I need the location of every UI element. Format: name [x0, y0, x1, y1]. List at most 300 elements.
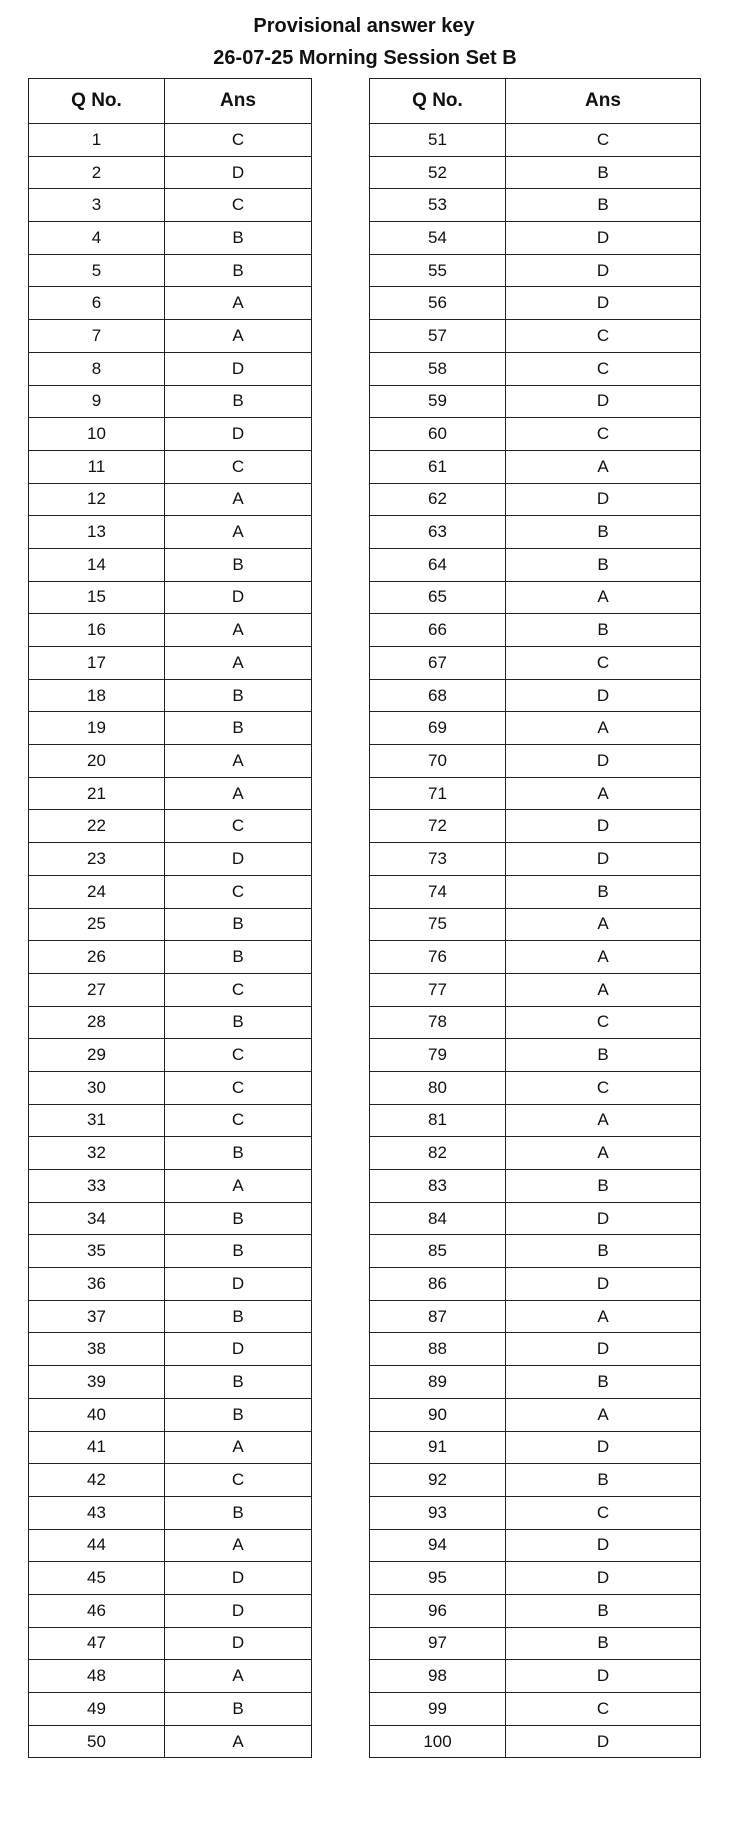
answer-cell: A — [506, 1137, 701, 1170]
answer-cell: B — [165, 254, 312, 287]
table-row — [29, 1398, 312, 1431]
table-row — [29, 1202, 312, 1235]
table-row — [370, 1137, 701, 1170]
question-number-cell: 21 — [29, 777, 165, 810]
answer-cell: C — [165, 810, 312, 843]
table-row — [370, 254, 701, 287]
table-row — [29, 1562, 312, 1595]
table-row — [29, 1137, 312, 1170]
answer-cell: C — [165, 450, 312, 483]
answer-cell: A — [506, 908, 701, 941]
question-number-cell: 95 — [370, 1562, 506, 1595]
table-row — [29, 124, 312, 157]
table-row — [370, 973, 701, 1006]
question-number-cell: 78 — [370, 1006, 506, 1039]
question-number-cell: 29 — [29, 1039, 165, 1072]
question-number-cell: 99 — [370, 1693, 506, 1726]
question-number-cell: 44 — [29, 1529, 165, 1562]
table-header-row — [370, 79, 701, 124]
question-number-cell: 15 — [29, 581, 165, 614]
question-number-cell: 49 — [29, 1693, 165, 1726]
table-row — [370, 1202, 701, 1235]
question-number-cell: 39 — [29, 1366, 165, 1399]
table-row — [370, 1529, 701, 1562]
question-number-cell: 68 — [370, 679, 506, 712]
table-row — [370, 385, 701, 418]
answer-cell: A — [506, 973, 701, 1006]
table-row — [370, 320, 701, 353]
question-number-cell: 14 — [29, 548, 165, 581]
answer-cell: A — [506, 1300, 701, 1333]
answer-cell: C — [506, 124, 701, 157]
answer-cell: B — [165, 712, 312, 745]
question-number-cell: 22 — [29, 810, 165, 843]
table-row — [370, 1496, 701, 1529]
table-body-left — [29, 124, 312, 1758]
answer-cell: D — [165, 352, 312, 385]
question-number-cell: 3 — [29, 189, 165, 222]
table-row — [370, 908, 701, 941]
table-row — [370, 875, 701, 908]
question-number-cell: 89 — [370, 1366, 506, 1399]
answer-cell: D — [506, 679, 701, 712]
answer-cell: C — [506, 1006, 701, 1039]
table-row — [29, 254, 312, 287]
table-row — [370, 581, 701, 614]
question-number-cell: 98 — [370, 1660, 506, 1693]
answer-cell: C — [165, 1071, 312, 1104]
answer-cell: A — [165, 287, 312, 320]
answer-cell: D — [506, 385, 701, 418]
table-row — [370, 189, 701, 222]
table-row — [29, 614, 312, 647]
table-row — [29, 1235, 312, 1268]
column-header-qno: Q No. — [29, 79, 165, 124]
table-row — [29, 875, 312, 908]
answer-cell: C — [506, 1496, 701, 1529]
answer-cell: C — [165, 1464, 312, 1497]
question-number-cell: 48 — [29, 1660, 165, 1693]
table-row — [29, 908, 312, 941]
question-number-cell: 53 — [370, 189, 506, 222]
table-row — [29, 418, 312, 451]
answer-cell: D — [165, 581, 312, 614]
answer-cell: D — [506, 843, 701, 876]
question-number-cell: 46 — [29, 1594, 165, 1627]
question-number-cell: 83 — [370, 1170, 506, 1203]
table-row — [370, 614, 701, 647]
question-number-cell: 73 — [370, 843, 506, 876]
table-row — [370, 352, 701, 385]
question-number-cell: 18 — [29, 679, 165, 712]
table-row — [370, 1594, 701, 1627]
question-number-cell: 79 — [370, 1039, 506, 1072]
question-number-cell: 33 — [29, 1170, 165, 1203]
answer-cell: B — [165, 1202, 312, 1235]
answer-cell: B — [165, 1137, 312, 1170]
question-number-cell: 13 — [29, 516, 165, 549]
answer-cell: B — [165, 385, 312, 418]
table-row — [370, 712, 701, 745]
table-row — [29, 516, 312, 549]
answer-cell: C — [506, 320, 701, 353]
answer-cell: B — [506, 1170, 701, 1203]
answer-cell: C — [165, 973, 312, 1006]
table-row — [29, 1039, 312, 1072]
question-number-cell: 16 — [29, 614, 165, 647]
table-row — [29, 1660, 312, 1693]
question-number-cell: 90 — [370, 1398, 506, 1431]
question-number-cell: 34 — [29, 1202, 165, 1235]
table-row — [29, 189, 312, 222]
table-row — [370, 810, 701, 843]
question-number-cell: 30 — [29, 1071, 165, 1104]
table-row — [29, 548, 312, 581]
page-subtitle: 26-07-25 Morning Session Set B — [213, 47, 517, 69]
question-number-cell: 7 — [29, 320, 165, 353]
question-number-cell: 23 — [29, 843, 165, 876]
table-row — [29, 1693, 312, 1726]
answer-cell: D — [506, 1725, 701, 1758]
question-number-cell: 65 — [370, 581, 506, 614]
table-row — [29, 320, 312, 353]
table-row — [29, 973, 312, 1006]
table-row — [29, 385, 312, 418]
page-title: Provisional answer key — [253, 15, 475, 37]
question-number-cell: 60 — [370, 418, 506, 451]
table-row — [370, 483, 701, 516]
answer-cell: A — [165, 777, 312, 810]
answer-cell: A — [165, 647, 312, 680]
question-number-cell: 9 — [29, 385, 165, 418]
question-number-cell: 58 — [370, 352, 506, 385]
table-row — [29, 810, 312, 843]
answer-cell: D — [506, 1529, 701, 1562]
table-row — [370, 1725, 701, 1758]
table-row — [370, 1431, 701, 1464]
answer-cell: C — [506, 352, 701, 385]
answer-cell: D — [506, 254, 701, 287]
table-row — [29, 1300, 312, 1333]
answer-cell: A — [506, 581, 701, 614]
table-row — [370, 1300, 701, 1333]
question-number-cell: 70 — [370, 745, 506, 778]
question-number-cell: 62 — [370, 483, 506, 516]
table-row — [29, 1333, 312, 1366]
table-row — [370, 745, 701, 778]
table-row — [29, 679, 312, 712]
question-number-cell: 4 — [29, 222, 165, 255]
question-number-cell: 11 — [29, 450, 165, 483]
table-row — [29, 647, 312, 680]
question-number-cell: 37 — [29, 1300, 165, 1333]
table-row — [29, 156, 312, 189]
question-number-cell: 35 — [29, 1235, 165, 1268]
table-row — [370, 777, 701, 810]
answer-cell: D — [165, 843, 312, 876]
question-number-cell: 63 — [370, 516, 506, 549]
answer-cell: B — [165, 1366, 312, 1399]
answer-cell: D — [506, 222, 701, 255]
answer-cell: C — [506, 1071, 701, 1104]
table-row — [29, 352, 312, 385]
table-row — [370, 1104, 701, 1137]
question-number-cell: 82 — [370, 1137, 506, 1170]
answer-cell: A — [506, 777, 701, 810]
table-row — [370, 1071, 701, 1104]
answer-cell: C — [165, 1104, 312, 1137]
question-number-cell: 12 — [29, 483, 165, 516]
answer-cell: D — [506, 287, 701, 320]
table-row — [29, 483, 312, 516]
table-row — [29, 222, 312, 255]
question-number-cell: 55 — [370, 254, 506, 287]
table-row — [370, 450, 701, 483]
answer-cell: D — [506, 1431, 701, 1464]
question-number-cell: 94 — [370, 1529, 506, 1562]
answer-cell: B — [165, 1398, 312, 1431]
table-row — [29, 777, 312, 810]
table-row — [370, 679, 701, 712]
question-number-cell: 1 — [29, 124, 165, 157]
table-row — [370, 1398, 701, 1431]
table-row — [370, 1333, 701, 1366]
table-row — [370, 1006, 701, 1039]
column-header-ans: Ans — [165, 79, 312, 124]
table-row — [370, 156, 701, 189]
question-number-cell: 88 — [370, 1333, 506, 1366]
answer-cell: A — [165, 1431, 312, 1464]
question-number-cell: 81 — [370, 1104, 506, 1137]
question-number-cell: 80 — [370, 1071, 506, 1104]
table-row — [370, 1170, 701, 1203]
table-row — [370, 843, 701, 876]
table-row — [29, 1071, 312, 1104]
question-number-cell: 75 — [370, 908, 506, 941]
answer-cell: A — [165, 1529, 312, 1562]
answer-cell: B — [165, 222, 312, 255]
table-header-row — [29, 79, 312, 124]
table-row — [29, 1104, 312, 1137]
answer-cell: D — [165, 156, 312, 189]
answer-cell: B — [506, 614, 701, 647]
answer-cell: B — [506, 516, 701, 549]
answer-cell: B — [165, 1300, 312, 1333]
question-number-cell: 17 — [29, 647, 165, 680]
answer-cell: A — [165, 516, 312, 549]
table-row — [29, 287, 312, 320]
answer-cell: B — [165, 1235, 312, 1268]
table-row — [370, 1235, 701, 1268]
table-row — [29, 1496, 312, 1529]
question-number-cell: 52 — [370, 156, 506, 189]
question-number-cell: 27 — [29, 973, 165, 1006]
question-number-cell: 67 — [370, 647, 506, 680]
answer-cell: D — [506, 1562, 701, 1595]
question-number-cell: 41 — [29, 1431, 165, 1464]
answer-cell: C — [165, 875, 312, 908]
answer-cell: A — [165, 320, 312, 353]
answer-cell: D — [165, 1562, 312, 1595]
question-number-cell: 40 — [29, 1398, 165, 1431]
table-row — [370, 124, 701, 157]
table-row — [370, 1268, 701, 1301]
answer-cell: C — [506, 418, 701, 451]
answer-cell: B — [506, 1464, 701, 1497]
question-number-cell: 38 — [29, 1333, 165, 1366]
answer-cell: D — [506, 1268, 701, 1301]
question-number-cell: 51 — [370, 124, 506, 157]
answer-cell: A — [165, 1725, 312, 1758]
answer-cell: A — [506, 712, 701, 745]
question-number-cell: 87 — [370, 1300, 506, 1333]
answer-cell: C — [506, 1693, 701, 1726]
table-body-right — [370, 124, 701, 1758]
answer-cell: D — [506, 483, 701, 516]
table-row — [29, 1627, 312, 1660]
question-number-cell: 28 — [29, 1006, 165, 1039]
answer-cell: B — [165, 679, 312, 712]
table-row — [370, 1366, 701, 1399]
question-number-cell: 61 — [370, 450, 506, 483]
question-number-cell: 8 — [29, 352, 165, 385]
table-row — [370, 222, 701, 255]
question-number-cell: 10 — [29, 418, 165, 451]
table-row — [370, 287, 701, 320]
table-row — [29, 581, 312, 614]
table-row — [29, 1170, 312, 1203]
question-number-cell: 97 — [370, 1627, 506, 1660]
answer-cell: D — [506, 1333, 701, 1366]
answer-cell: B — [506, 1366, 701, 1399]
answer-cell: A — [165, 745, 312, 778]
answer-cell: C — [165, 1039, 312, 1072]
column-header-ans: Ans — [506, 79, 701, 124]
answer-cell: D — [165, 1333, 312, 1366]
answer-cell: B — [165, 1693, 312, 1726]
table-row — [29, 745, 312, 778]
answer-cell: C — [506, 647, 701, 680]
table-row — [370, 1627, 701, 1660]
table-row — [29, 1529, 312, 1562]
answer-cell: C — [165, 124, 312, 157]
table-row — [29, 1366, 312, 1399]
question-number-cell: 72 — [370, 810, 506, 843]
table-row — [29, 450, 312, 483]
answer-cell: D — [506, 1660, 701, 1693]
question-number-cell: 76 — [370, 941, 506, 974]
answer-cell: B — [165, 1006, 312, 1039]
question-number-cell: 47 — [29, 1627, 165, 1660]
question-number-cell: 92 — [370, 1464, 506, 1497]
table-row — [370, 1464, 701, 1497]
table-row — [370, 516, 701, 549]
question-number-cell: 71 — [370, 777, 506, 810]
answer-cell: D — [506, 745, 701, 778]
question-number-cell: 42 — [29, 1464, 165, 1497]
answer-cell: A — [165, 614, 312, 647]
answer-cell: B — [165, 548, 312, 581]
table-row — [370, 1693, 701, 1726]
table-row — [370, 1562, 701, 1595]
answer-cell: B — [506, 1594, 701, 1627]
answer-table-right — [369, 78, 701, 1758]
answer-cell: A — [506, 1398, 701, 1431]
question-number-cell: 66 — [370, 614, 506, 647]
answer-cell: D — [165, 418, 312, 451]
question-number-cell: 24 — [29, 875, 165, 908]
question-number-cell: 32 — [29, 1137, 165, 1170]
answer-cell: B — [506, 1039, 701, 1072]
table-row — [370, 1039, 701, 1072]
answer-cell: B — [506, 156, 701, 189]
question-number-cell: 45 — [29, 1562, 165, 1595]
table-row — [29, 843, 312, 876]
header — [0, 10, 730, 74]
answer-cell: A — [165, 483, 312, 516]
answer-cell: A — [506, 941, 701, 974]
question-number-cell: 31 — [29, 1104, 165, 1137]
table-row — [29, 712, 312, 745]
answer-cell: A — [506, 1104, 701, 1137]
table-row — [370, 941, 701, 974]
table-row — [370, 548, 701, 581]
question-number-cell: 59 — [370, 385, 506, 418]
question-number-cell: 6 — [29, 287, 165, 320]
question-number-cell: 91 — [370, 1431, 506, 1464]
table-row — [29, 941, 312, 974]
question-number-cell: 20 — [29, 745, 165, 778]
table-row — [29, 1464, 312, 1497]
answer-cell: B — [506, 189, 701, 222]
answer-cell: B — [165, 1496, 312, 1529]
table-row — [29, 1725, 312, 1758]
answer-cell: C — [165, 189, 312, 222]
answer-cell: A — [506, 450, 701, 483]
table-row — [370, 647, 701, 680]
question-number-cell: 57 — [370, 320, 506, 353]
question-number-cell: 93 — [370, 1496, 506, 1529]
question-number-cell: 86 — [370, 1268, 506, 1301]
question-number-cell: 74 — [370, 875, 506, 908]
question-number-cell: 26 — [29, 941, 165, 974]
question-number-cell: 25 — [29, 908, 165, 941]
table-row — [29, 1594, 312, 1627]
answer-cell: B — [506, 875, 701, 908]
question-number-cell: 77 — [370, 973, 506, 1006]
question-number-cell: 56 — [370, 287, 506, 320]
table-row — [370, 418, 701, 451]
question-number-cell: 85 — [370, 1235, 506, 1268]
question-number-cell: 5 — [29, 254, 165, 287]
answer-cell: B — [165, 941, 312, 974]
answer-cell: D — [165, 1627, 312, 1660]
question-number-cell: 36 — [29, 1268, 165, 1301]
question-number-cell: 100 — [370, 1725, 506, 1758]
question-number-cell: 69 — [370, 712, 506, 745]
question-number-cell: 19 — [29, 712, 165, 745]
answer-cell: B — [165, 908, 312, 941]
question-number-cell: 96 — [370, 1594, 506, 1627]
answer-cell: D — [506, 1202, 701, 1235]
answer-cell: D — [165, 1268, 312, 1301]
answer-cell: B — [506, 548, 701, 581]
answer-cell: B — [506, 1627, 701, 1660]
answer-cell: B — [506, 1235, 701, 1268]
table-row — [29, 1268, 312, 1301]
table-row — [370, 1660, 701, 1693]
answer-cell: D — [165, 1594, 312, 1627]
